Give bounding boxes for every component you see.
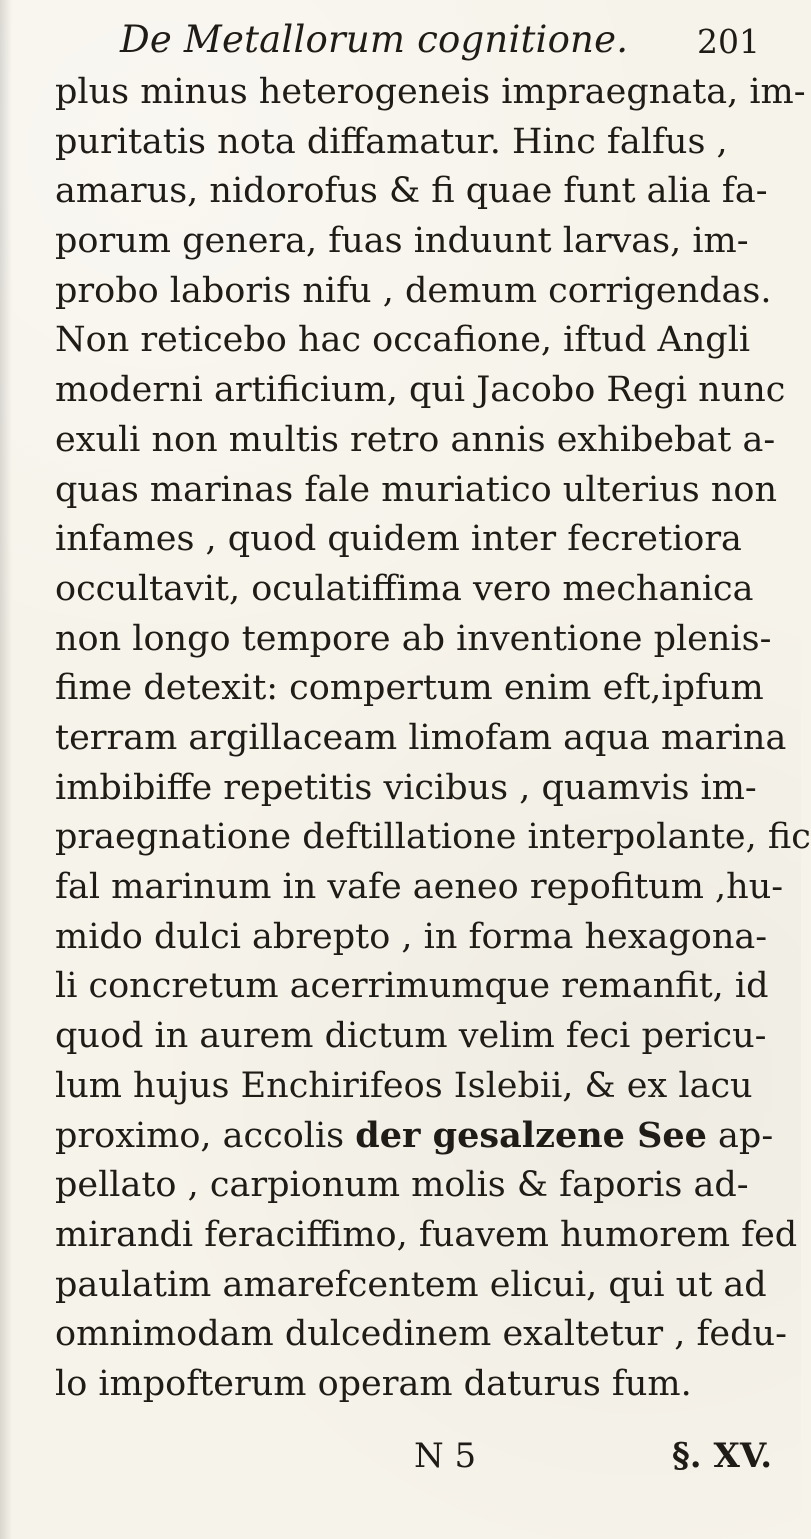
- text-line: non longo tempore ab inventione plenis-: [55, 618, 772, 659]
- text-line: paulatim amarefcentem elicui, qui ut ad: [55, 1264, 767, 1305]
- text-line: pellato , carpionum molis & faporis ad-: [55, 1165, 749, 1206]
- text-line: imbibiffe repetitis vicibus , quamvis im-: [55, 767, 757, 808]
- text-line: moderni artificium, qui Jacobo Regi nunc: [55, 370, 786, 411]
- text-line: puritatis nota diffamatur. Hinc falfus ,: [55, 121, 728, 162]
- text-line: occultavit, oculatiffima vero mechanica: [55, 568, 754, 609]
- page-header: [120, 18, 760, 66]
- text-line: terram argillaceam limofam aqua marina: [55, 717, 787, 758]
- blackletter-phrase: der gesalzene See: [355, 1115, 707, 1157]
- text-line-end: ap-: [706, 1116, 774, 1157]
- text-line: quod in aurem dictum velim feci pericu-: [55, 1016, 767, 1057]
- text-line: praegnatione deftillatione interpolante, fic: [55, 817, 811, 858]
- text-line: mirandi feraciffimo, fuavem humorem fed: [55, 1214, 798, 1255]
- section-catchword: §. XV.: [672, 1436, 773, 1476]
- text-line: Non reticebo hac occafione, iftud Angli: [55, 320, 751, 361]
- text-line: exuli non multis retro annis exhibebat a-: [55, 419, 776, 460]
- text-line: li concretum acerrimumque remanfit, id: [55, 966, 769, 1007]
- text-line: lo impofterum operam daturus fum.: [55, 1363, 692, 1404]
- signature-mark: N 5: [414, 1436, 477, 1476]
- text-line: fal marinum in vafe aeneo repofitum ,hu-: [55, 867, 784, 907]
- text-line: fime detexit: compertum enim eft,ipfum: [55, 668, 764, 709]
- text-line: amarus, nidorofus & fi quae funt alia fa-: [55, 171, 768, 212]
- body-text: [55, 68, 811, 1410]
- text-line: porum genera, fuas induunt larvas, im-: [55, 221, 749, 262]
- page-footer: [0, 1433, 801, 1483]
- text-line-start: proximo, accolis: [55, 1116, 356, 1157]
- text-line: lum hujus Enchirifeos Islebii, & ex lacu: [55, 1065, 753, 1106]
- text-line: quas marinas fale muriatico ulterius non: [55, 469, 778, 510]
- page-gutter-shadow: [0, 0, 12, 1539]
- text-line: plus minus heterogeneis impraegnata, im-: [55, 72, 806, 112]
- text-line: infames , quod quidem inter fecretiora: [55, 519, 742, 560]
- text-line: omnimodam dulcedinem exaltetur , fedu-: [55, 1314, 787, 1355]
- text-line: probo laboris nifu , demum corrigendas.: [55, 270, 772, 311]
- running-title: De Metallorum cognitione.: [120, 18, 629, 61]
- text-line: mido dulci abrepto , in forma hexagona-: [55, 916, 768, 957]
- page-number: 201: [697, 22, 760, 61]
- text-line-with-blackletter: [55, 1111, 774, 1161]
